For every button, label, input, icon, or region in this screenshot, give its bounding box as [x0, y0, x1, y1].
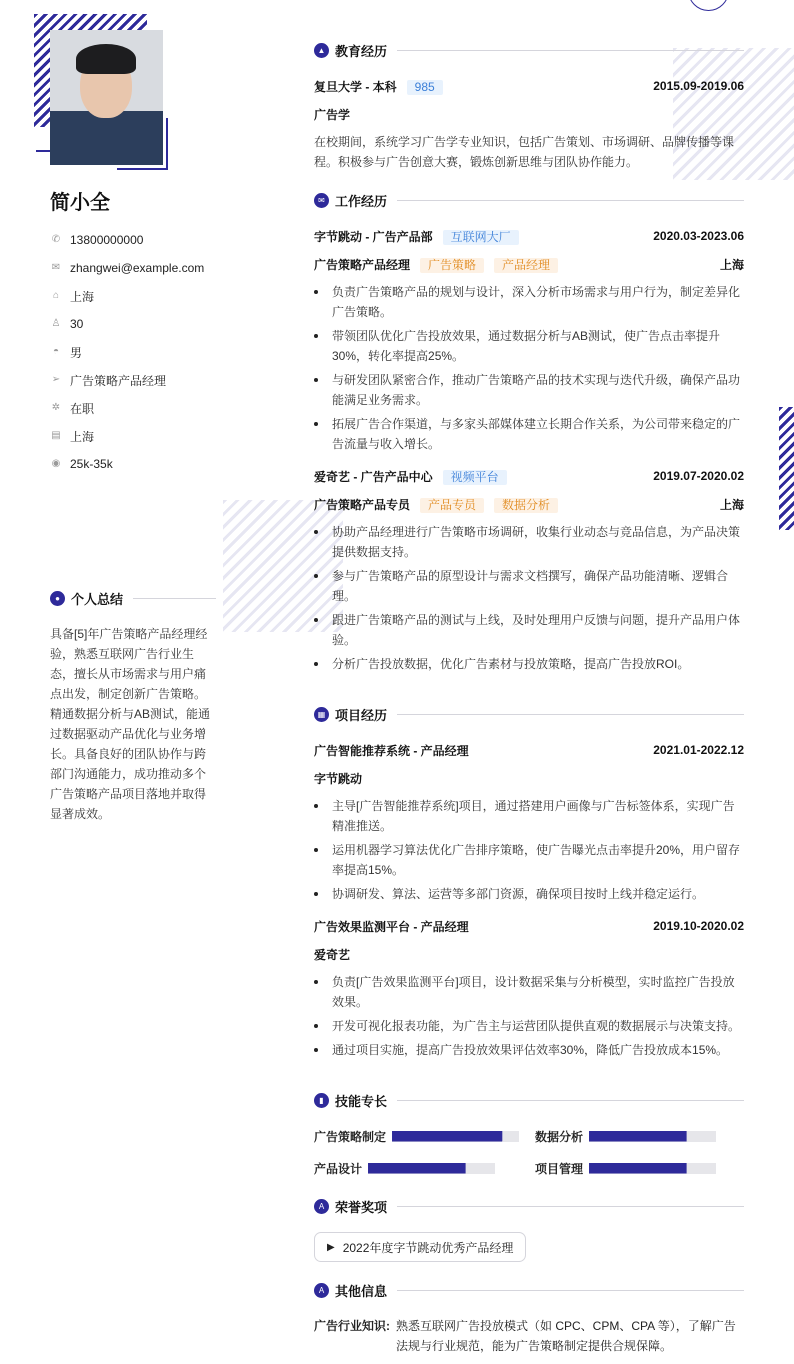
- job-bullet: 参与广告策略产品的原型设计与需求文档撰写，确保产品功能清晰、逻辑合理。: [314, 566, 744, 606]
- section-title: 荣誉奖项: [335, 1199, 388, 1215]
- building-icon: ▤: [51, 430, 61, 441]
- skill-bar: [589, 1163, 716, 1174]
- project-org: 字节跳动: [314, 771, 363, 786]
- info-row: [50, 226, 230, 254]
- job-bullet: 与研发团队紧密合作，推动广告策略产品的技术实现与迭代升级，确保产品功能满足业务需求。: [314, 370, 744, 410]
- summary-section: [50, 588, 216, 824]
- decor-circle: [688, 0, 729, 11]
- award-label: 2022年度字节跳动优秀产品经理: [342, 1240, 514, 1255]
- projects-section: [314, 704, 744, 1064]
- skills-section: [314, 1090, 744, 1178]
- info-row: [50, 450, 230, 478]
- project-date: 2019.10-2020.02: [653, 919, 744, 933]
- avatar: [50, 30, 163, 165]
- job-city: 上海: [719, 257, 744, 272]
- divider: [397, 200, 744, 201]
- other-section: [314, 1280, 744, 1356]
- role: 广告策略产品经理: [314, 257, 411, 272]
- job-bullet: 带领团队优化广告投放效果，通过数据分析与AB测试，使广告点击率提升30%，转化率提高25%。: [314, 326, 744, 366]
- info-row: [50, 310, 230, 338]
- role-tag: 产品专员: [420, 498, 484, 513]
- skill-bar: [589, 1131, 716, 1142]
- info-row: [50, 254, 230, 282]
- edu-desc: 在校期间，系统学习广告学专业知识，包括广告策划、市场调研、品牌传播等课程。积极参与广告创意大赛，锻炼创新思维与团队协作能力。: [314, 135, 735, 169]
- divider: [397, 1290, 744, 1291]
- skill-name: 项目管理: [535, 1161, 584, 1176]
- skill-bar-fill: [589, 1131, 687, 1142]
- education-section: [314, 40, 744, 172]
- info-icon: A: [314, 1283, 329, 1298]
- project-bullet: 主导[广告智能推荐系统]项目，通过搭建用户画像与广告标签体系，实现广告精准推送。: [314, 796, 744, 836]
- info-row: [50, 338, 230, 366]
- skill-bar-fill: [392, 1131, 502, 1142]
- summary-text: 具备[5]年广告策略产品经理经验，熟悉互联网广告行业生态，擅长从市场需求与用户痛点出发，制定创新广告策略。精通数据分析与AB测试，能通过数据驱动产品优化与业务增长。具备良好的团队协作与跨部门沟通能力，成功推动多个广告策略产品项目落地并取得显著成效。: [50, 627, 211, 821]
- company-tag: 互联网大厂: [443, 230, 519, 245]
- major: 广告学: [314, 107, 351, 122]
- job-entry: [314, 466, 744, 674]
- info-text: zhangwei@example.com: [70, 261, 205, 275]
- skill-name: 产品设计: [314, 1161, 363, 1176]
- grid-icon: ▦: [314, 707, 329, 722]
- divider: [397, 50, 744, 51]
- awards-section: [314, 1196, 744, 1262]
- info-row: [50, 366, 230, 394]
- contact-info: [50, 226, 230, 478]
- info-row: [50, 282, 230, 310]
- info-text: 男: [70, 345, 83, 360]
- company: 字节跳动 - 广告产品部: [314, 229, 433, 244]
- edu-date: 2015.09-2019.06: [653, 79, 744, 93]
- briefcase-icon: ✉: [314, 193, 329, 208]
- company-tag: 视频平台: [443, 470, 507, 485]
- other-label: 广告行业知识:: [314, 1319, 390, 1333]
- salary-icon: ◉: [51, 458, 61, 469]
- project-bullet: 协调研发、算法、运营等多部门资源，确保项目按时上线并稳定运行。: [314, 884, 744, 904]
- project-date: 2021.01-2022.12: [653, 743, 744, 757]
- skill-item: [535, 1158, 744, 1178]
- project-bullet: 负责[广告效果监测平台]项目，设计数据采集与分析模型，实时监控广告投放效果。: [314, 972, 744, 1012]
- skill-bar-fill: [368, 1163, 466, 1174]
- info-text: 上海: [70, 429, 95, 444]
- job-bullet: 拓展广告合作渠道，与多家头部媒体建立长期合作关系，为公司带来稳定的广告流量与收入增长。: [314, 414, 744, 454]
- divider: [397, 1206, 744, 1207]
- section-title: 教育经历: [335, 43, 388, 59]
- info-row: [50, 394, 230, 422]
- user-icon: ●: [50, 591, 65, 606]
- job-date: 2019.07-2020.02: [653, 469, 744, 483]
- job-bullet: 分析广告投放数据，优化广告素材与投放策略，提高广告投放ROI。: [314, 654, 744, 674]
- company: 爱奇艺 - 广告产品中心: [314, 469, 433, 484]
- role: 广告策略产品专员: [314, 497, 411, 512]
- info-text: 30: [70, 317, 84, 331]
- section-title: 工作经历: [335, 193, 388, 209]
- candidate-name: 简小全: [50, 192, 110, 214]
- project-name: 广告智能推荐系统 - 产品经理: [314, 743, 469, 758]
- award-icon: A: [314, 1199, 329, 1214]
- project-org: 爱奇艺: [314, 947, 351, 962]
- project-bullet: 开发可视化报表功能，为广告主与运营团队提供直观的数据展示与决策支持。: [314, 1016, 744, 1036]
- job-bullet: 负责广告策略产品的规划与设计，深入分析市场需求与用户行为，制定差异化广告策略。: [314, 282, 744, 322]
- job-date: 2020.03-2023.06: [653, 229, 744, 243]
- play-icon: ▶: [327, 1241, 335, 1253]
- job-city: 上海: [719, 497, 744, 512]
- work-section: [314, 190, 744, 678]
- project-bullet: 运用机器学习算法优化广告排序策略，使广告曝光点击率提升20%，用户留存率提高15%。: [314, 840, 744, 880]
- skill-item: [314, 1158, 535, 1178]
- project-bullet: 通过项目实施，提高广告投放效果评估效率30%，降低广告投放成本15%。: [314, 1040, 744, 1060]
- skill-bar: [392, 1131, 519, 1142]
- skill-name: 广告策略制定: [314, 1129, 387, 1144]
- graduation-cap-icon: ▲: [314, 43, 329, 58]
- divider: [133, 598, 216, 599]
- job-bullet: 跟进广告策略产品的测试与上线，及时处理用户反馈与问题，提升产品用户体验。: [314, 610, 744, 650]
- role-tag: 广告策略: [420, 258, 484, 273]
- send-icon: ➢: [51, 374, 61, 385]
- skill-bar-fill: [589, 1163, 687, 1174]
- school-tag: 985: [407, 80, 443, 95]
- job-bullet: 协助产品经理进行广告策略市场调研，收集行业动态与竞品信息，为产品决策提供数据支持。: [314, 522, 744, 562]
- project-name: 广告效果监测平台 - 产品经理: [314, 919, 469, 934]
- info-text: 25k-35k: [70, 457, 113, 471]
- gender-icon: ◓: [52, 346, 60, 357]
- info-text: 广告策略产品经理: [70, 373, 167, 388]
- skill-item: [535, 1126, 744, 1146]
- award-item[interactable]: [314, 1232, 526, 1262]
- skill-item: [314, 1126, 535, 1146]
- job-entry: [314, 226, 744, 454]
- phone-icon: ✆: [51, 234, 61, 245]
- role-tag: 产品经理: [494, 258, 558, 273]
- other-text: 熟悉互联网广告投放模式（如 CPC、CPM、CPA 等），了解广告法规与行业规范，能为广告策略制定提供合规保障。: [396, 1319, 736, 1353]
- info-text: 13800000000: [70, 233, 144, 247]
- school: 复旦大学 - 本科: [314, 79, 397, 94]
- status-icon: ✲: [51, 402, 61, 413]
- home-icon: ⌂: [52, 290, 60, 301]
- divider: [397, 714, 744, 715]
- info-text: 在职: [70, 401, 95, 416]
- cake-icon: ♙: [51, 318, 61, 329]
- info-text: 上海: [70, 289, 95, 304]
- section-title: 个人总结: [71, 591, 124, 607]
- decor-stripes: [779, 407, 794, 530]
- skill-bar: [368, 1163, 495, 1174]
- section-title: 技能专长: [335, 1093, 388, 1109]
- info-row: [50, 422, 230, 450]
- skill-name: 数据分析: [535, 1129, 584, 1144]
- mail-icon: ✉: [51, 262, 61, 273]
- project-entry: [314, 916, 744, 1060]
- section-title: 其他信息: [335, 1283, 388, 1299]
- divider: [397, 1100, 744, 1101]
- chart-icon: ▮: [314, 1093, 329, 1108]
- role-tag: 数据分析: [494, 498, 558, 513]
- project-entry: [314, 740, 744, 904]
- section-title: 项目经历: [335, 707, 388, 723]
